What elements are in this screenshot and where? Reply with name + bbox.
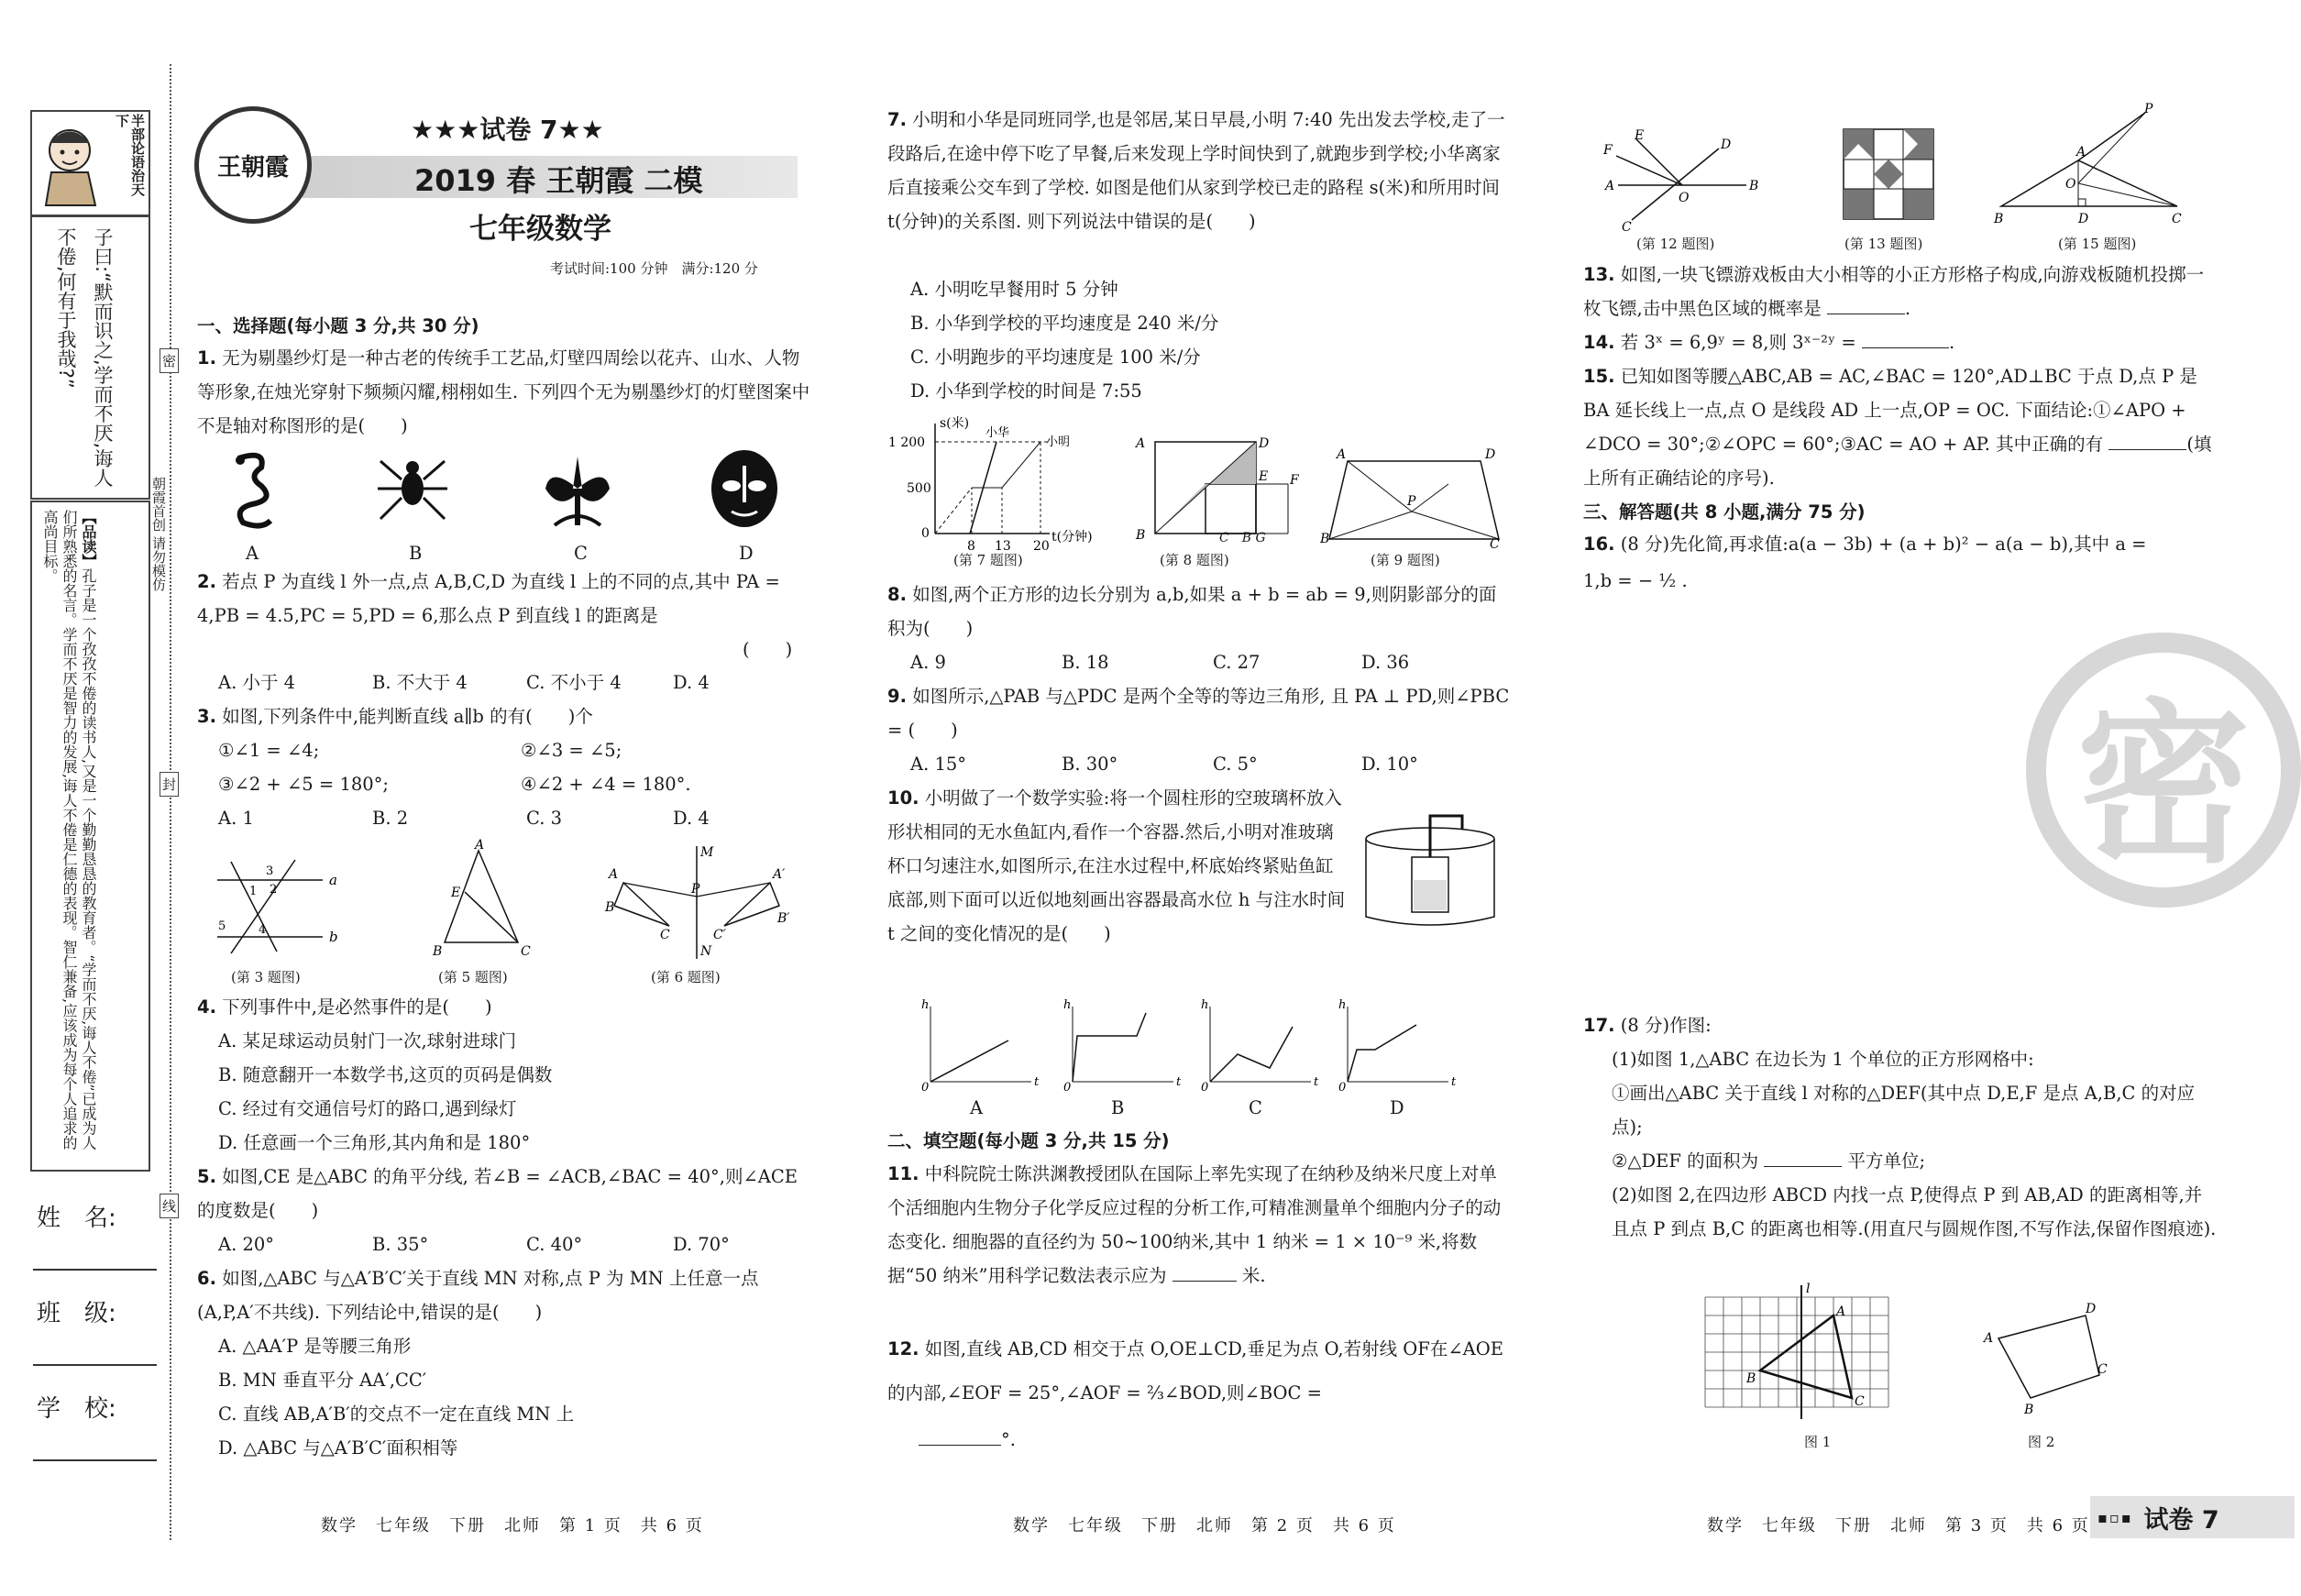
q2 — [197, 565, 811, 633]
svg-text:P: P — [1407, 494, 1416, 509]
svg-text:A: A — [1337, 447, 1347, 462]
svg-text:B: B — [1749, 179, 1759, 193]
q17-fig1-grid — [1701, 1283, 1893, 1421]
q2-option-d[interactable]: D. 4 — [673, 672, 710, 693]
graph-q7-ylabel: s(米) — [940, 416, 970, 431]
section2-title — [887, 1124, 1170, 1158]
svg-text:A′: A′ — [773, 867, 786, 882]
svg-text:A: A — [609, 867, 619, 882]
svg-text:b: b — [329, 929, 338, 945]
q17-fig2-quad — [1980, 1302, 2108, 1421]
q6-text: 如图,△ABC 与△A′B′C′关于直线 MN 对称,点 P 为 MN 上任意一点(A,P,A′不共线). 下列结论中,错误的是( ) — [197, 1268, 759, 1323]
q5 — [197, 1160, 811, 1227]
caption-q8: (第 8 题图) — [1160, 552, 1229, 568]
q12-num: 12. — [887, 1338, 919, 1359]
footer-badge — [2090, 1496, 2295, 1538]
footer-page3: 数学 七年级 下册 北师 第 3 页 共 6 页 — [1707, 1516, 2090, 1535]
footer-badge-text: 试卷 7 — [2143, 1505, 2219, 1535]
svg-text:C: C — [2172, 212, 2182, 226]
q9-option-d[interactable]: D. 10° — [1361, 754, 1418, 775]
q8-num: 8. — [887, 584, 907, 605]
section1-title — [197, 309, 479, 343]
svg-text:h: h — [921, 998, 930, 1012]
graph-q7-xtick-8: 8 — [967, 539, 975, 554]
q4-num: 4. — [197, 996, 216, 1018]
q1 — [197, 341, 811, 443]
q1-label-b: B — [409, 543, 423, 564]
q1-label-c: C — [574, 543, 588, 564]
graph-q7-ytick-0: 0 — [921, 526, 930, 541]
svg-text:l: l — [1806, 1282, 1811, 1296]
svg-text:0: 0 — [921, 1081, 930, 1095]
q15-answer-blank[interactable] — [2108, 449, 2186, 450]
graph-q7 — [885, 414, 1114, 552]
class-field[interactable] — [33, 1364, 157, 1366]
q17-part1: (1)如图 1,△ABC 在边长为 1 个单位的正方形网格中: — [1612, 1049, 2034, 1070]
q2-options — [218, 666, 814, 699]
svg-text:D: D — [2086, 1302, 2097, 1316]
svg-text:B′: B′ — [777, 911, 790, 926]
watermark-seal — [2026, 633, 2301, 908]
svg-text:A: A — [1984, 1331, 1994, 1346]
fig-q9 — [1320, 447, 1503, 552]
fig-q12 — [1600, 128, 1765, 234]
svg-text:D: D — [2078, 212, 2089, 226]
svg-text:C: C — [1622, 220, 1632, 235]
q15-num: 15. — [1583, 366, 1615, 387]
svg-text:t: t — [1314, 1075, 1319, 1089]
paper-number-text: 试卷 7 — [479, 115, 558, 145]
q9-num: 9. — [887, 686, 907, 707]
q2-text: 若点 P 为直线 l 外一点,点 A,B,C,D 为直线 l 上的不同的点,其中 PA = 4,PB = 4.5,PC = 5,PD = 6,那么点 P 到直线 l 的距离是 — [197, 571, 780, 626]
q3-options — [218, 801, 814, 835]
svg-text:N: N — [700, 944, 712, 959]
q3-cond-3: ③∠2 + ∠5 = 180°; — [218, 774, 389, 795]
svg-text:O: O — [1679, 191, 1690, 205]
svg-text:O: O — [2065, 177, 2076, 192]
q3 — [197, 699, 811, 733]
q17-part1b-text: ②△DEF 的面积为 — [1612, 1150, 1759, 1172]
svg-text:C: C — [1855, 1394, 1865, 1409]
q12-text: 如图,直线 AB,CD 相交于点 O,OE⊥CD,垂足为点 O,若射线 OF在∠AOE 的内部,∠EOF = 25°,∠AOF = ⅔∠BOD,则∠BOC = — [887, 1338, 1503, 1403]
reading-body: 孔子是一个孜孜不倦的读书人,又是一个勤勤恳恳的教育者。“学而不厌,诲人不倦”已成为人们所熟悉的名言。学而不厌是智力的发展,诲人不倦是仁德的表现。智仁兼备,应该成为每个人追求的高尚目标。 — [41, 510, 97, 1150]
svg-text:D: D — [1259, 436, 1270, 451]
fig-q5 — [431, 838, 541, 961]
svg-text:F: F — [1603, 143, 1613, 158]
svg-text:D: D — [1485, 447, 1496, 462]
svg-text:0: 0 — [1063, 1081, 1072, 1095]
q1-fig-d — [706, 447, 784, 530]
q12-answer-blank[interactable] — [919, 1445, 1001, 1446]
svg-text:t: t — [1176, 1075, 1182, 1089]
q14-tail: . — [1948, 332, 1955, 353]
q7-option-d[interactable]: D. 小华到学校的时间是 7:55 — [910, 380, 1142, 402]
caption-q13: (第 13 题图) — [1844, 236, 1923, 252]
svg-text:E: E — [1259, 469, 1269, 484]
q1-fig-a — [220, 449, 284, 532]
q5-text: 如图,CE 是△ABC 的角平分线, 若∠B = ∠ACB,∠BAC = 40°,则∠ACE 的度数是( ) — [197, 1166, 798, 1221]
q3-option-b[interactable]: B. 2 — [372, 808, 409, 829]
svg-text:4: 4 — [259, 923, 267, 937]
seal-char-2: 封 — [160, 772, 179, 797]
caption-q7: (第 7 题图) — [953, 552, 1023, 568]
svg-text:A: A — [475, 838, 485, 853]
graph-q7-xtick-13: 13 — [995, 539, 1011, 554]
name-field[interactable] — [33, 1269, 157, 1271]
caption-q9: (第 9 题图) — [1371, 552, 1440, 568]
footer-page1: 数学 七年级 下册 北师 第 1 页 共 6 页 — [321, 1516, 704, 1535]
q2-paren: ( ) — [743, 639, 793, 660]
svg-text:3: 3 — [266, 864, 274, 878]
svg-text:h: h — [1338, 998, 1347, 1012]
graph-q7-ytick-500: 500 — [907, 481, 931, 496]
q15-tail: (填上所有正确结论的序号). — [1583, 434, 2212, 489]
q17-answer-blank[interactable] — [1764, 1166, 1842, 1167]
graph-q7-xtick-20: 20 — [1033, 539, 1050, 554]
q6-option-a[interactable]: A. △AA′P 是等腰三角形 — [218, 1336, 412, 1357]
footer-badge-dots: ▪▫▪ — [2097, 1508, 2133, 1526]
q15 — [1583, 359, 2216, 495]
q2-option-c[interactable]: C. 不小于 4 — [526, 672, 622, 693]
q2-option-a[interactable]: A. 小于 4 — [218, 672, 296, 693]
svg-text:t: t — [1451, 1075, 1457, 1089]
q8-options — [910, 645, 1506, 679]
paper-number: ★★★试卷 7★★ — [411, 115, 604, 145]
svg-text:h: h — [1063, 998, 1072, 1012]
q5-option-b[interactable]: B. 35° — [372, 1234, 429, 1255]
q3-cond-4: ④∠2 + ∠4 = 180°. — [521, 774, 691, 795]
seal-char-1: 密 — [160, 348, 179, 373]
q13-num: 13. — [1583, 264, 1615, 285]
svg-text:M: M — [700, 845, 714, 860]
svg-text:D: D — [1721, 138, 1732, 152]
q10-label-d[interactable]: D — [1390, 1097, 1404, 1118]
q13-text: 如图,一块飞镖游戏板由大小相等的小正方形格子构成,向游戏板随机投掷一枚飞镖,击中黑色区域的概率是 — [1583, 264, 2205, 319]
q14-num: 14. — [1583, 332, 1615, 353]
q6-num: 6. — [197, 1268, 216, 1289]
svg-text:t: t — [1034, 1075, 1040, 1089]
q5-option-a[interactable]: A. 20° — [218, 1234, 275, 1255]
caption-q15: (第 15 题图) — [2058, 236, 2137, 252]
svg-text:C′: C′ — [713, 928, 726, 942]
seal-char-3: 线 — [160, 1194, 179, 1218]
q7-option-a[interactable]: A. 小明吃早餐用时 5 分钟 — [910, 279, 1118, 300]
q17-part1b — [1612, 1144, 1925, 1178]
q1-fig-c — [536, 447, 619, 530]
q11 — [887, 1157, 1511, 1293]
q3-option-c[interactable]: C. 3 — [526, 808, 563, 829]
q17-part1b-tail: 平方单位; — [1847, 1150, 1926, 1172]
q12 — [887, 1327, 1511, 1415]
reading-text — [40, 510, 98, 1161]
q9-options — [910, 747, 1506, 781]
name-label: 姓 名: — [37, 1205, 116, 1232]
svg-text:A: A — [1836, 1304, 1846, 1319]
svg-text:C: C — [660, 928, 670, 942]
caption-q3: (第 3 题图) — [231, 969, 301, 985]
svg-text:A: A — [1605, 179, 1615, 193]
q13-tail: . — [1904, 298, 1911, 319]
svg-text:0: 0 — [1201, 1081, 1209, 1095]
q3-num: 3. — [197, 706, 216, 727]
graph-q7-xlabel: t(分钟) — [1051, 530, 1093, 545]
logo-text: 王朝霞 — [216, 153, 289, 182]
q10-label-a[interactable]: A — [970, 1097, 984, 1118]
q8-option-b[interactable]: B. 18 — [1062, 652, 1109, 673]
logo-badge — [194, 106, 312, 224]
caption-q6: (第 6 题图) — [651, 969, 721, 985]
section3-title — [1583, 495, 1866, 529]
q17-num: 17. — [1583, 1015, 1615, 1036]
q3-conds-1 — [218, 733, 805, 767]
q8-text: 如图,两个正方形的边长分别为 a,b,如果 a + b = ab = 9,则阴影部分的面积为( ) — [887, 584, 1497, 639]
q9-option-a[interactable]: A. 15° — [910, 754, 967, 775]
fig-q10-tank — [1357, 807, 1503, 935]
caption-q12: (第 12 题图) — [1636, 236, 1715, 252]
school-label: 学 校: — [37, 1395, 116, 1423]
svg-text:F: F — [1290, 473, 1299, 488]
q16-num: 16. — [1583, 534, 1615, 555]
q4-option-a[interactable]: A. 某足球运动员射门一次,球射进球门 — [218, 1030, 517, 1051]
q16-text: (8 分)先化简,再求值:a(a − 3b) + (a + b)² − a(a − b),其中 a = 1,b = − ½ . — [1583, 534, 2147, 591]
q7-option-b[interactable]: B. 小华到学校的平均速度是 240 米/分 — [910, 313, 1219, 334]
svg-text:5: 5 — [218, 919, 226, 933]
q12-answer-line: °. — [919, 1423, 1016, 1457]
q5-options — [218, 1227, 814, 1261]
fig-q3 — [213, 853, 350, 963]
quote-text: 子曰:“默而识之,学而不厌,诲人不倦,何有于我哉?” — [55, 227, 114, 488]
subject-title: 七年级数学 — [469, 213, 611, 246]
q14-text: 若 3ˣ = 6,9ʸ = 8,则 3ˣ⁻²ʸ = — [1620, 332, 1856, 353]
q8-option-d[interactable]: D. 36 — [1361, 652, 1410, 673]
q17-part2: (2)如图 2,在四边形 ABCD 内找一点 P,使得点 P 到 AB,AD 的距离相等,并且点 P 到点 B,C 的距离也相等.(用直尺与圆规作图,不写作法,保留作图痕迹). — [1612, 1184, 2217, 1239]
svg-text:h: h — [1201, 998, 1209, 1012]
svg-text:P: P — [691, 882, 700, 897]
svg-text:A: A — [1136, 436, 1146, 451]
q1-num: 1. — [197, 347, 216, 369]
svg-text:B: B — [605, 900, 615, 915]
q5-num: 5. — [197, 1166, 216, 1187]
q2-num: 2. — [197, 571, 216, 592]
q6 — [197, 1261, 811, 1329]
q9-text: 如图所示,△PAB 与△PDC 是两个全等的等边三角形, 且 PA ⊥ PD,则∠PBC = ( ) — [887, 686, 1510, 741]
fig-q15 — [1994, 102, 2186, 229]
q3-text: 如图,下列条件中,能判断直线 a∥b 的有( )个 — [222, 706, 593, 727]
q1-label-d: D — [739, 543, 754, 564]
svg-text:B: B — [1320, 532, 1330, 546]
graph-q7-series-ming: 小明 — [1046, 435, 1071, 449]
exam-title: 2019 春 王朝霞 二模 — [414, 163, 703, 198]
seal-line — [170, 64, 171, 1540]
watermark-char: 密 — [2075, 683, 2251, 886]
q8 — [887, 578, 1511, 645]
q3-cond-1: ①∠1 = ∠4; — [218, 740, 320, 761]
q11-text: 中科院院士陈洪渊教授团队在国际上率先实现了在纳秒及纳米尺度上对单个活细胞内生物分子化学反应过程的分析工作,可精准测量单个细胞内分子的动态变化. 细胞器的直径约为 50~100纳米,其中 1 纳米 = 1 × 10⁻⁹ 米,将数据“50 纳米”用科学记数法表示应为 — [887, 1163, 1502, 1286]
q3-cond-2: ②∠3 = ∠5; — [521, 740, 622, 761]
q4-option-c[interactable]: C. 经过有交通信号灯的路口,遇到绿灯 — [218, 1098, 517, 1119]
q6-option-c[interactable]: C. 直线 AB,A′B′的交点不一定在直线 MN 上 — [218, 1403, 575, 1425]
graph-q7-ytick-1200: 1 200 — [888, 435, 926, 450]
svg-text:B: B — [433, 944, 443, 959]
svg-text:A: A — [2076, 145, 2086, 160]
q10-graphs — [917, 999, 1494, 1100]
svg-text:B: B — [1136, 528, 1146, 543]
section3-heading: 三、解答题(共 8 小题,满分 75 分) — [1583, 501, 1866, 523]
svg-text:C: C — [2097, 1362, 2108, 1377]
q4 — [197, 990, 811, 1024]
q14 — [1583, 325, 2216, 359]
q17 — [1583, 1008, 2216, 1042]
school-field[interactable] — [33, 1459, 157, 1461]
svg-text:E: E — [1635, 128, 1645, 143]
q9 — [887, 679, 1511, 747]
q5-option-c[interactable]: C. 40° — [526, 1234, 583, 1255]
q10-text: 小明做了一个数学实验:将一个圆柱形的空玻璃杯放入形状相同的无水鱼缸内,看作一个容器.然后,小明对准玻璃杯口匀速注水,如图所示,在注水过程中,杯底始终紧贴鱼缸底部,则下面可以近似地刻画出容器最高水位 h 与注水时间 t 之间的变化情况的是( ) — [887, 787, 1346, 944]
q9-option-c[interactable]: C. 5° — [1213, 754, 1258, 775]
q13 — [1583, 258, 2216, 325]
q8-option-a[interactable]: A. 9 — [910, 652, 946, 673]
section2-heading: 二、填空题(每小题 3 分,共 15 分) — [887, 1130, 1170, 1151]
svg-text:B: B — [1994, 212, 2004, 226]
q3-option-d[interactable]: D. 4 — [673, 808, 710, 829]
fig-q8 — [1132, 431, 1297, 545]
svg-text:B: B — [2024, 1403, 2034, 1417]
q6-option-d[interactable]: D. △ABC 与△A′B′C′面积相等 — [218, 1437, 458, 1458]
q5-option-d[interactable]: D. 70° — [673, 1234, 730, 1255]
q17-fig1-label: 图 1 — [1804, 1434, 1832, 1450]
q11-num: 11. — [887, 1163, 919, 1184]
q3-conds-2 — [218, 767, 805, 801]
q16 — [1583, 526, 2179, 600]
q10-num: 10. — [887, 787, 919, 809]
footer-page2: 数学 七年级 下册 北师 第 2 页 共 6 页 — [1013, 1516, 1396, 1535]
q10 — [887, 781, 1346, 951]
q7-num: 7. — [887, 109, 907, 130]
caption-q5: (第 5 题图) — [438, 969, 508, 985]
q9-option-b[interactable]: B. 30° — [1062, 754, 1118, 775]
svg-text:a: a — [329, 872, 337, 888]
svg-text:C: C — [1490, 537, 1500, 552]
q15-text: 已知如图等腰△ABC,AB = AC,∠BAC = 120°,AD⊥BC 于点 D,点 P 是 BA 延长线上一点,点 O 是线段 AD 上一点,OP = OC. 下面结论:①∠APO + ∠DCO = 30°;②∠OPC = 60°;③AC = AO + AP. 其中正确的有 — [1583, 366, 2197, 455]
q1-text: 无为剔墨纱灯是一种古老的传统手工艺品,灯壁四周绘以花卉、山水、人物等形象,在烛光穿射下频频闪耀,栩栩如生. 下列四个无为剔墨纱灯的灯壁图案中不是轴对称图形的是( ) — [197, 347, 810, 436]
fig-q8-bottom-labels: C B G — [1219, 531, 1266, 545]
cartoon-figure — [35, 116, 108, 207]
q1-label-a: A — [246, 543, 259, 564]
q17-fig2-label: 图 2 — [2028, 1434, 2055, 1450]
q4-text: 下列事件中,是必然事件的是( ) — [222, 996, 492, 1018]
svg-text:B: B — [1746, 1371, 1756, 1386]
q4-option-d[interactable]: D. 任意画一个三角形,其内角和是 180° — [218, 1132, 531, 1153]
svg-text:1: 1 — [249, 885, 258, 898]
svg-text:E: E — [451, 886, 461, 900]
q7-text: 小明和小华是同班同学,也是邻居,某日早晨,小明 7:40 先出发去学校,走了一段路后,在途中停下吃了早餐,后来发现上学时间快到了,就跑步到学校;小华离家后直接乘公交车到了学校. 如图是他们从家到学校已走的路程 s(米)和所用时间 t(分钟)的关系图. 则下列说法中错误的是( ) — [887, 109, 1505, 232]
q17-text: (8 分)作图: — [1620, 1015, 1712, 1036]
section1-heading: 一、选择题(每小题 3 分,共 30 分) — [197, 315, 479, 336]
q11-answer-blank[interactable] — [1173, 1281, 1237, 1282]
q1-fig-b — [376, 447, 449, 530]
exam-info: 考试时间:100 分钟 满分:120 分 — [550, 260, 758, 277]
q7-option-c[interactable]: C. 小明跑步的平均速度是 100 米/分 — [910, 347, 1201, 368]
q11-tail: 米. — [1241, 1265, 1266, 1286]
q7 — [887, 103, 1511, 238]
q3-option-a[interactable]: A. 1 — [218, 808, 254, 829]
brand-note: 朝霞首创 请勿模仿 — [150, 477, 167, 591]
svg-text:C: C — [521, 944, 531, 959]
q17-part1a: ①画出△ABC 关于直线 l 对称的△DEF(其中点 D,E,F 是点 A,B,C 的对应点); — [1612, 1083, 2196, 1138]
class-label: 班 级: — [37, 1300, 116, 1327]
motto-tag: 半部论语治天下 — [114, 114, 146, 196]
svg-text:2: 2 — [270, 883, 278, 897]
q14-answer-blank[interactable] — [1862, 347, 1949, 348]
svg-text:P: P — [2144, 102, 2153, 116]
fig-q6 — [605, 842, 788, 961]
fig-q13 — [1843, 128, 1934, 220]
svg-text:0: 0 — [1338, 1081, 1347, 1095]
graph-q7-series-hua: 小华 — [985, 426, 1010, 440]
q2-option-b[interactable]: B. 不大于 4 — [372, 672, 468, 693]
q8-option-c[interactable]: C. 27 — [1213, 652, 1261, 673]
q4-option-b[interactable]: B. 随意翻开一本数学书,这页的页码是偶数 — [218, 1064, 553, 1085]
q10-label-b[interactable]: B — [1111, 1097, 1125, 1118]
reading-label: 【品读】 — [80, 510, 97, 568]
q10-label-c[interactable]: C — [1249, 1097, 1262, 1118]
q6-option-b[interactable]: B. MN 垂直平分 AA′,CC′ — [218, 1370, 427, 1391]
